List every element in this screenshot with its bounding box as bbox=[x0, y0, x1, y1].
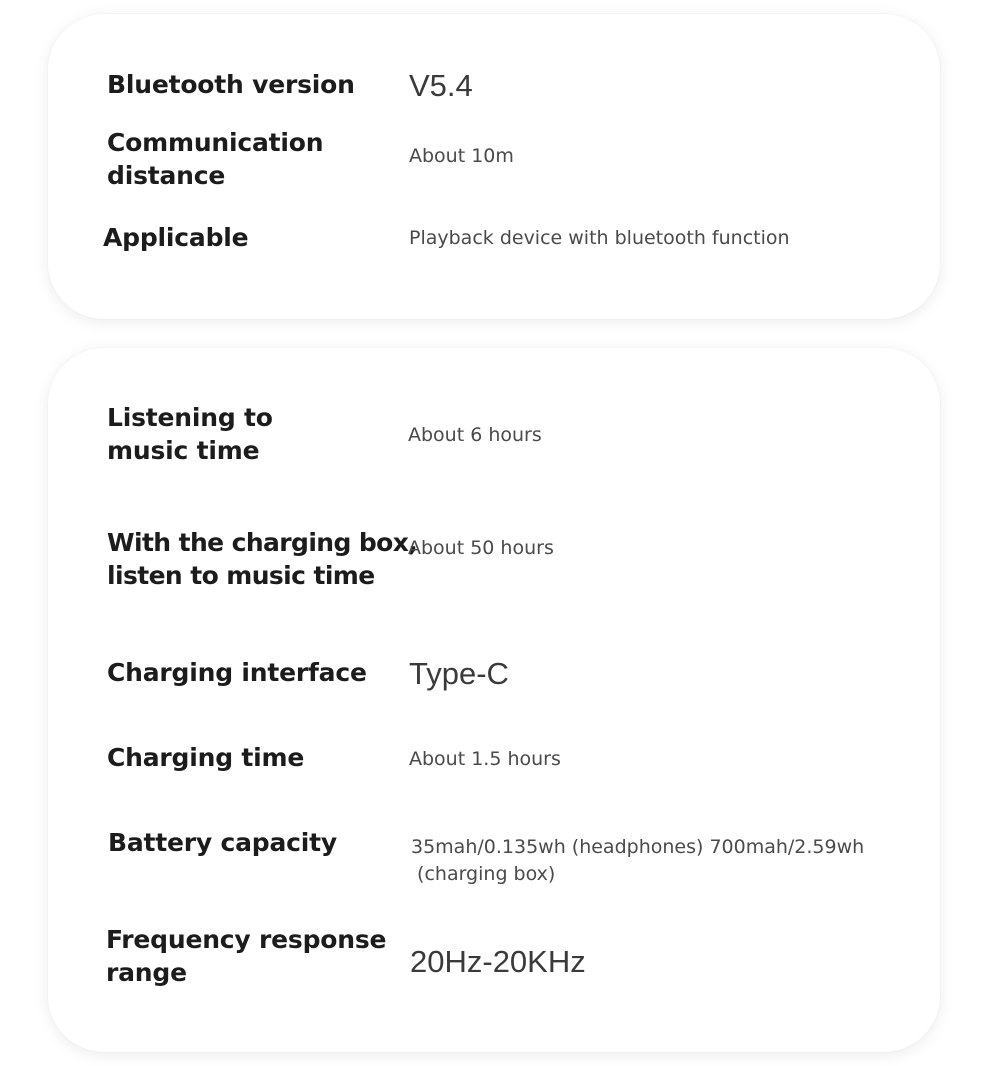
spec-label-line: range bbox=[106, 958, 187, 987]
spec-label-line: Listening to bbox=[107, 403, 273, 432]
spec-label-line: Frequency response bbox=[106, 925, 387, 954]
spec-value-line: 35mah/0.135wh (headphones) 700mah/2.59wh bbox=[411, 836, 865, 858]
spec-value-bluetooth-version: V5.4 bbox=[409, 68, 473, 103]
spec-label-applicable: Applicable bbox=[103, 223, 249, 252]
spec-value-charging-interface: Type-C bbox=[409, 656, 509, 691]
spec-value-listening-time: About 6 hours bbox=[408, 424, 542, 446]
spec-label-listening-time bbox=[107, 401, 273, 467]
spec-value-communication-distance: About 10m bbox=[409, 145, 514, 167]
spec-value-frequency-response: 20Hz-20KHz bbox=[410, 944, 586, 979]
spec-value-line: (charging box) bbox=[411, 863, 556, 885]
spec-value-applicable: Playback device with bluetooth function bbox=[409, 227, 790, 249]
spec-label-frequency-response bbox=[106, 923, 386, 989]
spec-label-bluetooth-version: Bluetooth version bbox=[107, 70, 355, 99]
spec-label-line: With the charging box, bbox=[107, 528, 418, 557]
spec-label-line: Communication bbox=[107, 128, 324, 157]
spec-label-charging-time: Charging time bbox=[107, 743, 305, 772]
spec-value-charging-time: About 1.5 hours bbox=[409, 748, 561, 770]
spec-label-line: listen to music time bbox=[107, 561, 375, 590]
spec-value-charging-box-time: About 50 hours bbox=[408, 537, 554, 559]
spec-label-charging-box-time bbox=[107, 526, 417, 592]
spec-value-battery-capacity bbox=[411, 834, 864, 888]
spec-label-line: music time bbox=[107, 436, 260, 465]
spec-label-battery-capacity: Battery capacity bbox=[108, 828, 338, 857]
spec-label-line: distance bbox=[107, 161, 226, 190]
spec-label-charging-interface: Charging interface bbox=[107, 658, 367, 687]
spec-label-communication-distance bbox=[107, 126, 323, 192]
